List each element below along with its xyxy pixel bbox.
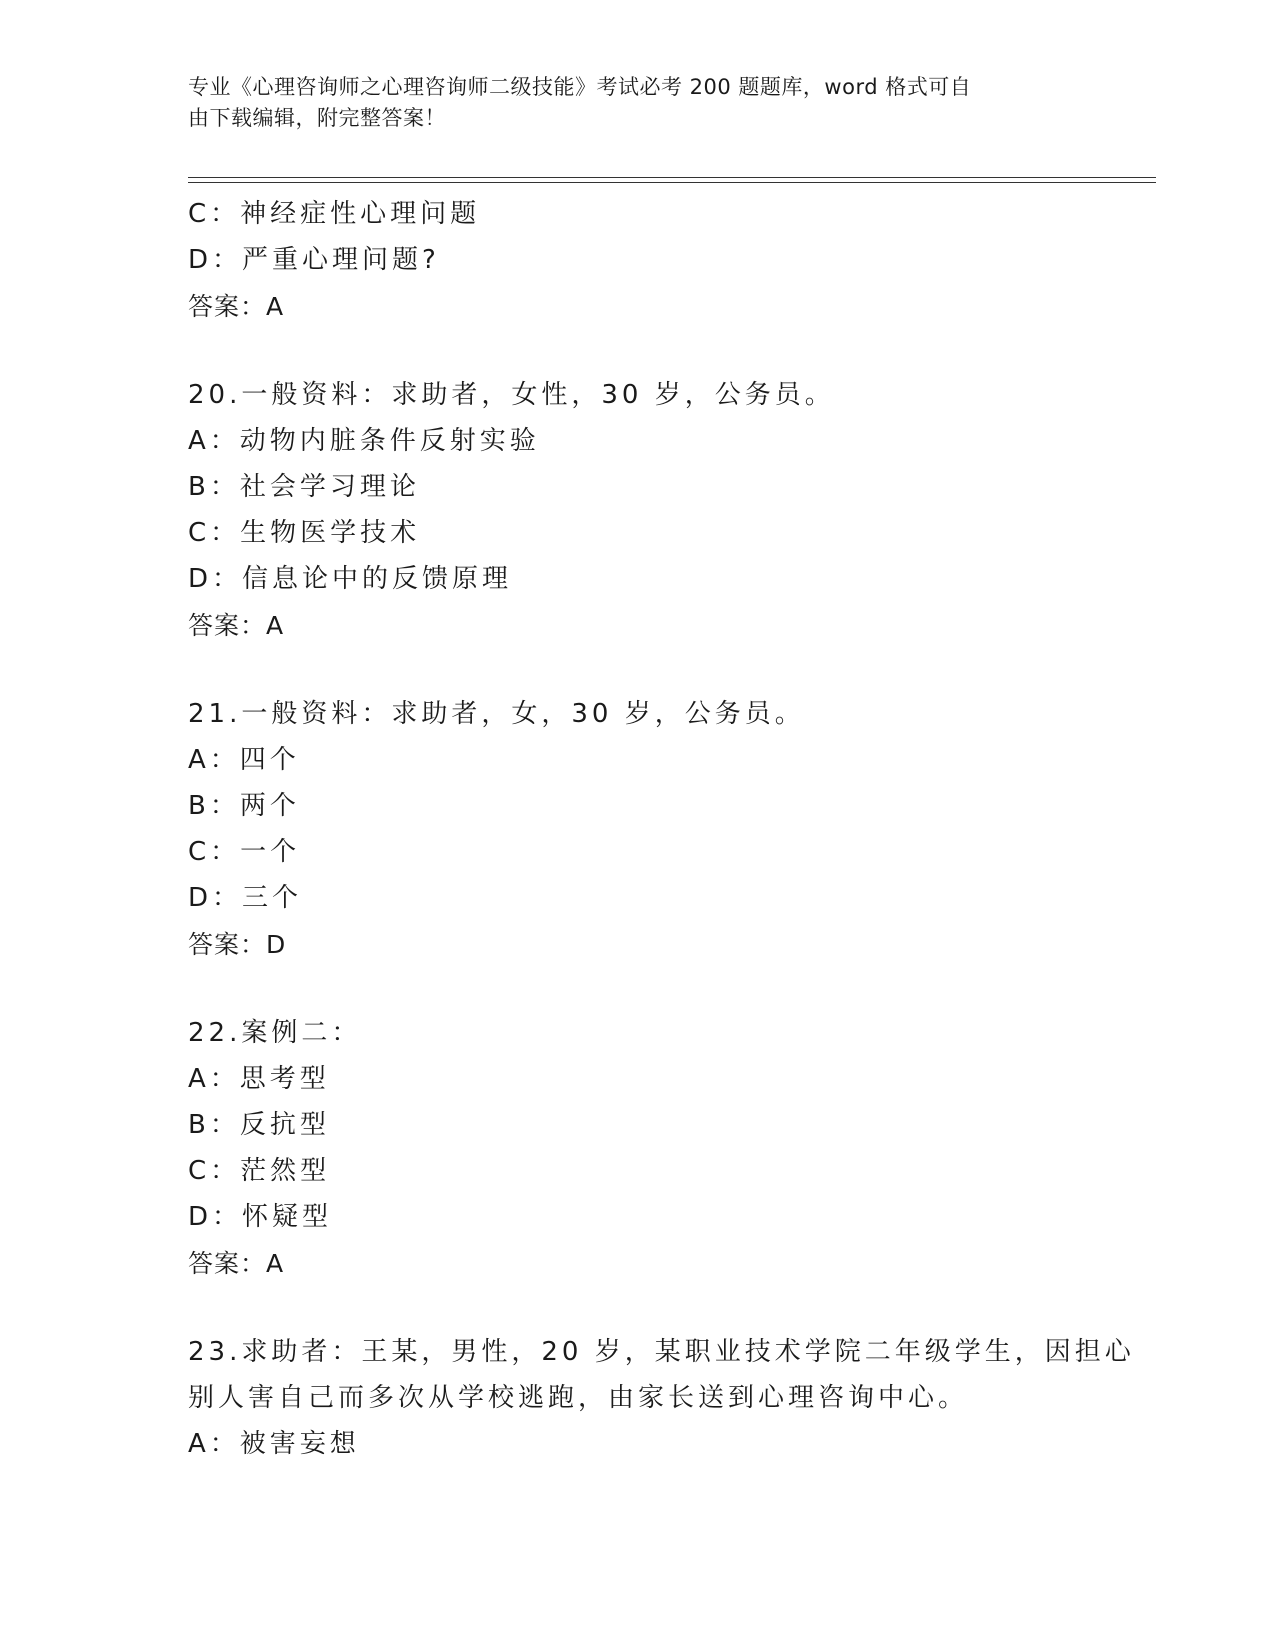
question-stem: 21.一般资料：求助者，女，30 岁，公务员。: [188, 699, 805, 729]
answer: 答案：A: [188, 611, 285, 640]
question-stem: 22.案例二：: [188, 1018, 362, 1048]
option-a: A：四个: [188, 745, 300, 775]
option-b: B：反抗型: [188, 1110, 330, 1140]
option-c: C：一个: [188, 837, 301, 867]
answer: 答案：A: [188, 1249, 285, 1278]
option-c: C：生物医学技术: [188, 518, 421, 548]
spacer: [188, 969, 1088, 1010]
answer: 答案：D: [188, 930, 287, 959]
option-b: B：两个: [188, 791, 300, 821]
header-line-2: 由下载编辑，附完整答案！: [188, 106, 446, 130]
question-stem: 20.一般资料：求助者，女性，30 岁，公务员。: [188, 380, 835, 410]
document-header: [188, 72, 1068, 134]
spacer: [188, 1288, 1088, 1329]
header-divider-bottom: [188, 182, 1156, 183]
spacer: [188, 650, 1088, 691]
option-a: A：动物内脏条件反射实验: [188, 426, 540, 456]
option-d: D：严重心理问题?: [188, 245, 440, 275]
option-b: B：社会学习理论: [188, 472, 420, 502]
header-divider-top: [188, 177, 1156, 178]
option-d: D：三个: [188, 883, 303, 913]
option-a: A：思考型: [188, 1064, 330, 1094]
option-a: A：被害妄想: [188, 1429, 360, 1459]
answer: 答案：A: [188, 292, 285, 321]
question-block-20: [188, 372, 1088, 650]
option-d: D：怀疑型: [188, 1202, 333, 1232]
question-block-22: [188, 1010, 1088, 1288]
header-line-1: 专业《心理咨询师之心理咨询师二级技能》考试必考 200 题题库，word 格式可自: [188, 75, 972, 99]
option-c: C：茫然型: [188, 1156, 331, 1186]
question-block-23: [188, 1329, 1135, 1467]
spacer: [188, 331, 1088, 372]
option-c: C：神经症性心理问题: [188, 199, 481, 229]
question-block-21: [188, 691, 1088, 969]
question-list: [188, 191, 1135, 1467]
question-block-19: [188, 191, 1088, 331]
option-d: D：信息论中的反馈原理: [188, 564, 513, 594]
question-stem-line-2: 别人害自己而多次从学校逃跑，由家长送到心理咨询中心。: [188, 1383, 969, 1413]
question-stem-line-1: 23.求助者：王某，男性，20 岁，某职业技术学院二年级学生，因担心: [188, 1337, 1135, 1367]
